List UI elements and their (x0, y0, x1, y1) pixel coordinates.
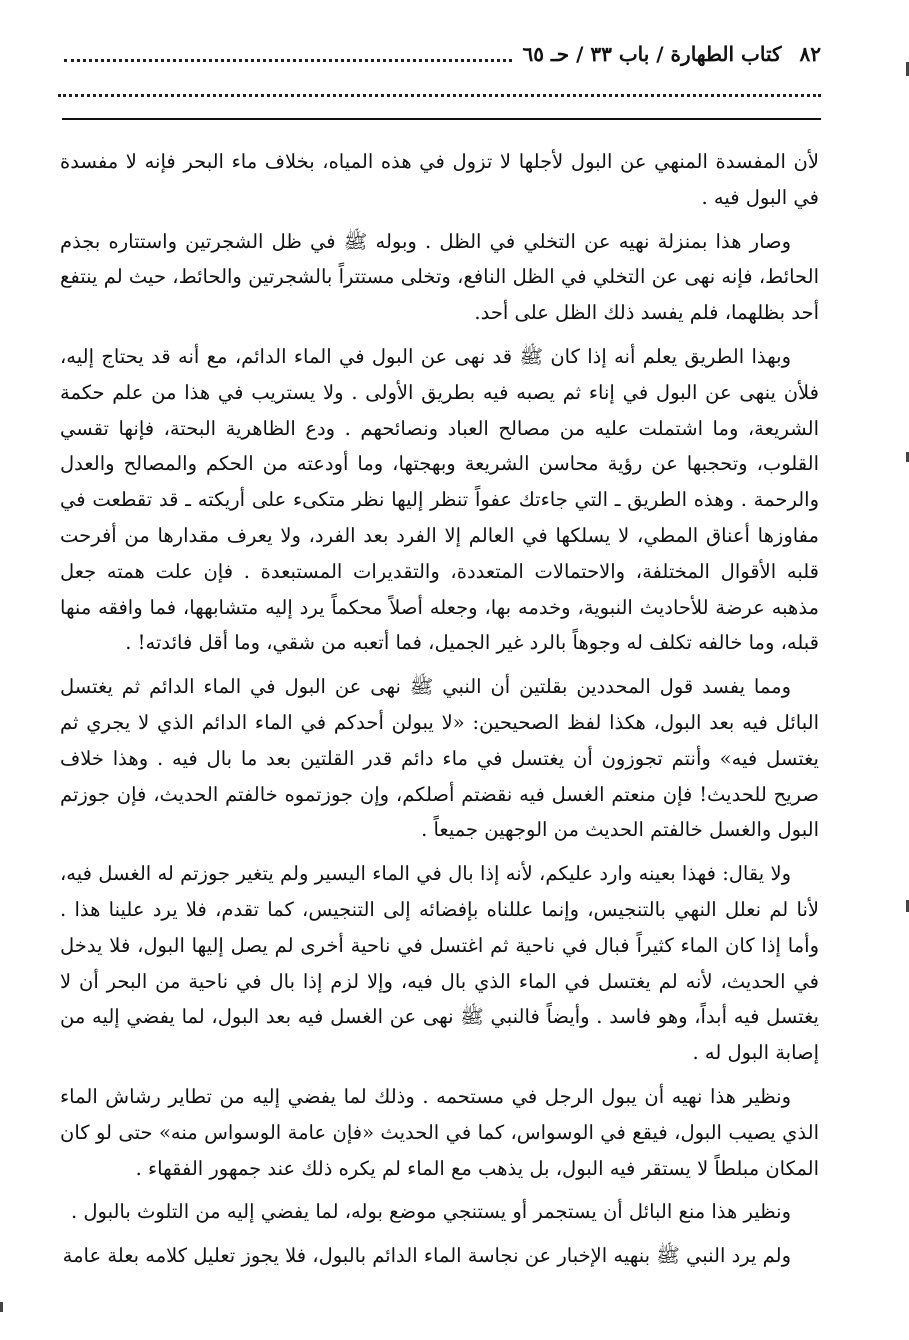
scan-edge-mark (0, 1302, 3, 1312)
page-number: ٨٢ (799, 42, 821, 66)
paragraph: ولا يقال: فهذا بعينه وارد عليكم، لأنه إذا بال في الماء اليسير ولم يتغير جوزتم له الغسل فيه، لأنا لم نعلل النهي بالتنجيس، وإنما عللناه بإفضائه إلى التنجيس، كما تقدم، فلا يرد علينا هذا . وأما إذا كان الماء كثيراً فبال في ناحية ثم اغتسل في ناحية أخرى لم يصل إليها البول، فلا يدخل في الحديث، لأنه لم يغتسل في الماء الذي بال فيه، وإلا لزم إذا بال في ناحية من البحر أن لا يغتسل فيه أبداً، وهو فاسد . وأيضاً فالنبي ﷺ نهى عن الغسل فيه بعد البول، لما يفضي إليه من إصابة البول له . (60, 862, 819, 1065)
running-title: كتاب الطهارة / باب ٣٣ / حـ ٦٥ (522, 42, 782, 66)
paragraph: ولم يرد النبي ﷺ بنهيه الإخبار عن نجاسة الماء الدائم بالبول، فلا يجوز تعليل كلامه بعلة عامة (62, 1244, 791, 1268)
header-rule (62, 118, 821, 120)
paragraph: وصار هذا بمنزلة نهيه عن التخلي في الظل . وبوله ﷺ في ظل الشجرتين واستتاره بجذم الحائط، فإنه نهى عن التخلي في الظل النافع، وتخلى مستتراً بالشجرتين والحائط، حيث لم ينتفع أحد بظلهما، فلم يفسد ذلك الظل على أحد. (60, 229, 819, 325)
paragraph: ومما يفسد قول المحددين بقلتين أن النبي ﷺ نهى عن البول في الماء الدائم ثم يغتسل البائل فيه بعد البول، هكذا لفظ الصحيحين: «لا يبولن أحدكم في الماء الدائم الذي لا يجري ثم يغتسل فيه» وأنتم تجوزون أن يغتسل في ماء دائم قدر القلتين بعد ما بال فيه . وهذا خلاف صريح للحديث! فإن منعتم الغسل فيه نقضتم أصلكم، وإن جوزتموه خالفتم الحديث، فإن جوزتم البول والغسل خالفتم الحديث من الوجهين جميعاً . (60, 675, 819, 842)
paragraph: ونظير هذا نهيه أن يبول الرجل في مستحمه . وذلك لما يفضي إليه من تطاير رشاش الماء الذي يصيب البول، فيقع في الوسواس، كما في الحديث «فإن عامة الوسواس منه» حتى لو كان المكان مبلطاً لا يستقر فيه البول، بل يذهب مع الماء لم يكره ذلك عند جمهور الفقهاء . (60, 1084, 819, 1180)
dotted-separator (58, 94, 821, 97)
paragraph: ونظير هذا منع البائل أن يستجمر أو يستنجي موضع بوله، لما يفضي إليه من التلوث بالبول . (70, 1200, 791, 1224)
header-dotted-leader (64, 59, 512, 62)
body-text (60, 144, 819, 1282)
paragraph: لأن المفسدة المنهي عن البول لأجلها لا تزول في هذه المياه، بخلاف ماء البحر فإنه لا مفسدة في البول فيه . (60, 150, 819, 209)
paragraph: وبهذا الطريق يعلم أنه إذا كان ﷺ قد نهى عن البول في الماء الدائم، مع أنه قد يحتاج إليه، فلأن ينهى عن البول في إناء ثم يصبه فيه بطريق الأولى . ولا يستريب في هذا من علم حكمة الشريعة، وما اشتملت عليه من مصالح العباد ونصائحهم . ودع الظاهرية البحتة، فإنها تقسي القلوب، وتحجبها عن رؤية محاسن الشريعة وبهجتها، وما أودعته من الحكم والمصالح والعدل والرحمة . وهذه الطريق ـ التي جاءتك عفواً تنظر إليها نظر متكىء على أريكته ـ قد تقطعت في مفاوزها أعناق المطي، لا يسلكها في العالم إلا الفرد بعد الفرد، ولا يعرف مقدارها من أفرحت قلبه الأقوال المختلفة، والاحتمالات المتعددة، والتقديرات المستبعدة . فإن علت همته جعل مذهبه عرضة للأحاديث النبوية، وخدمه بها، وجعله أصلاً محكماً يرد إليه متشابهها، فما وافقه منها قبله، وما خالفه تكلف له وجوهاً بالرد غير الجميل، فما أتعبه من شقي، وما أقل فائدته! . (60, 344, 819, 655)
page-header (54, 34, 821, 74)
